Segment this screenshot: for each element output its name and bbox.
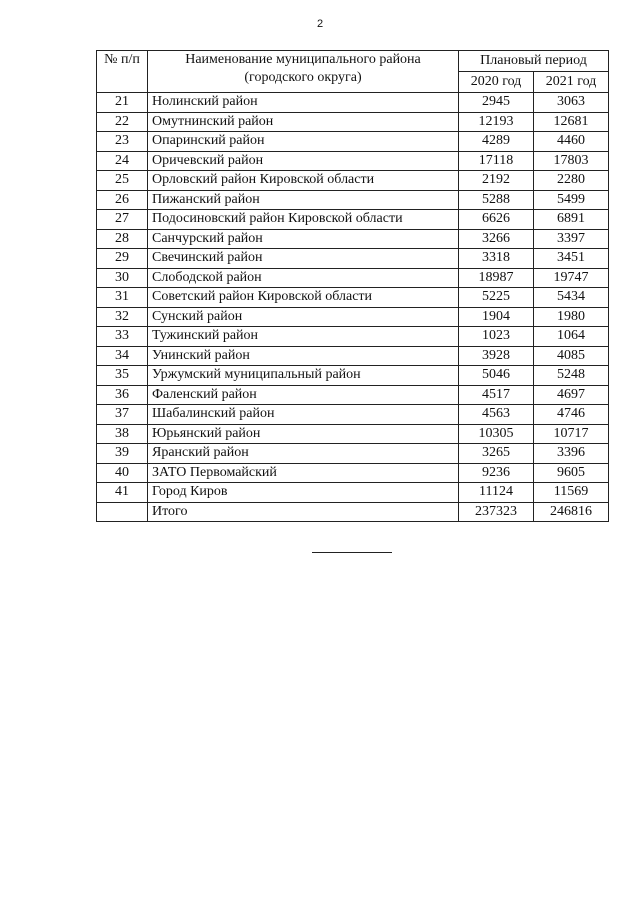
row-number: 40 xyxy=(97,463,148,483)
row-number: 36 xyxy=(97,385,148,405)
district-name: Нолинский район xyxy=(148,93,459,113)
row-number: 29 xyxy=(97,249,148,269)
value-2021: 4085 xyxy=(534,346,609,366)
district-name: Подосиновский район Кировской области xyxy=(148,210,459,230)
value-2021: 3396 xyxy=(534,444,609,464)
header-year-2020: 2020 год xyxy=(459,72,534,93)
table-row xyxy=(97,268,609,288)
separator-line xyxy=(312,552,392,553)
value-2021: 19747 xyxy=(534,268,609,288)
value-2020: 3266 xyxy=(459,229,534,249)
value-2020: 3928 xyxy=(459,346,534,366)
table-row xyxy=(97,366,609,386)
value-2020: 1904 xyxy=(459,307,534,327)
budget-table xyxy=(96,50,609,522)
district-name: Санчурский район xyxy=(148,229,459,249)
table-row xyxy=(97,288,609,308)
table-row xyxy=(97,463,609,483)
value-2021: 3397 xyxy=(534,229,609,249)
value-2021: 3063 xyxy=(534,93,609,113)
table-row xyxy=(97,405,609,425)
table-body xyxy=(97,93,609,522)
header-year-2021: 2021 год xyxy=(534,72,609,93)
value-2021: 12681 xyxy=(534,112,609,132)
table-row xyxy=(97,249,609,269)
header-row-top xyxy=(97,51,609,72)
district-name: Сунский район xyxy=(148,307,459,327)
row-number: 32 xyxy=(97,307,148,327)
value-2021: 17803 xyxy=(534,151,609,171)
value-2021: 2280 xyxy=(534,171,609,191)
table-row xyxy=(97,229,609,249)
value-2020: 1023 xyxy=(459,327,534,347)
total-number xyxy=(97,502,148,522)
district-name: Унинский район xyxy=(148,346,459,366)
value-2020: 4289 xyxy=(459,132,534,152)
value-2021: 4460 xyxy=(534,132,609,152)
value-2020: 17118 xyxy=(459,151,534,171)
table-row xyxy=(97,307,609,327)
district-name: Омутнинский район xyxy=(148,112,459,132)
row-number: 35 xyxy=(97,366,148,386)
table-row xyxy=(97,483,609,503)
district-name: Юрьянский район xyxy=(148,424,459,444)
row-number: 21 xyxy=(97,93,148,113)
total-2021: 246816 xyxy=(534,502,609,522)
value-2020: 9236 xyxy=(459,463,534,483)
table-row xyxy=(97,444,609,464)
row-number: 41 xyxy=(97,483,148,503)
total-2020: 237323 xyxy=(459,502,534,522)
value-2020: 2192 xyxy=(459,171,534,191)
table-row xyxy=(97,93,609,113)
table-row xyxy=(97,112,609,132)
row-number: 23 xyxy=(97,132,148,152)
row-number: 27 xyxy=(97,210,148,230)
header-num: № п/п xyxy=(97,51,148,93)
value-2020: 12193 xyxy=(459,112,534,132)
table-row xyxy=(97,190,609,210)
value-2020: 10305 xyxy=(459,424,534,444)
table-row xyxy=(97,424,609,444)
district-name: Орловский район Кировской области xyxy=(148,171,459,191)
value-2021: 11569 xyxy=(534,483,609,503)
row-number: 22 xyxy=(97,112,148,132)
table-row xyxy=(97,151,609,171)
district-name: Оричевский район xyxy=(148,151,459,171)
table-row xyxy=(97,171,609,191)
value-2021: 10717 xyxy=(534,424,609,444)
district-name: Шабалинский район xyxy=(148,405,459,425)
district-name: Яранский район xyxy=(148,444,459,464)
table-row xyxy=(97,210,609,230)
table-row xyxy=(97,346,609,366)
value-2020: 5288 xyxy=(459,190,534,210)
district-name: Фаленский район xyxy=(148,385,459,405)
row-number: 38 xyxy=(97,424,148,444)
page-number: 2 xyxy=(316,18,324,30)
value-2020: 18987 xyxy=(459,268,534,288)
row-number: 39 xyxy=(97,444,148,464)
value-2021: 4697 xyxy=(534,385,609,405)
district-name: Уржумский муниципальный район xyxy=(148,366,459,386)
row-number: 28 xyxy=(97,229,148,249)
row-number: 31 xyxy=(97,288,148,308)
value-2021: 1980 xyxy=(534,307,609,327)
value-2021: 4746 xyxy=(534,405,609,425)
value-2021: 5499 xyxy=(534,190,609,210)
value-2021: 5248 xyxy=(534,366,609,386)
district-name: Советский район Кировской области xyxy=(148,288,459,308)
row-number: 25 xyxy=(97,171,148,191)
header-name-line1: Наименование муниципального района xyxy=(185,52,421,67)
district-name: Свечинский район xyxy=(148,249,459,269)
value-2020: 4563 xyxy=(459,405,534,425)
value-2020: 3265 xyxy=(459,444,534,464)
header-name-line2: (городского округа) xyxy=(244,70,362,85)
district-name: Слободской район xyxy=(148,268,459,288)
district-name: Пижанский район xyxy=(148,190,459,210)
value-2021: 6891 xyxy=(534,210,609,230)
header-name xyxy=(148,51,459,93)
district-name: Опаринский район xyxy=(148,132,459,152)
district-name: ЗАТО Первомайский xyxy=(148,463,459,483)
value-2020: 4517 xyxy=(459,385,534,405)
total-row xyxy=(97,502,609,522)
value-2020: 11124 xyxy=(459,483,534,503)
table-row xyxy=(97,327,609,347)
row-number: 37 xyxy=(97,405,148,425)
value-2020: 6626 xyxy=(459,210,534,230)
value-2021: 3451 xyxy=(534,249,609,269)
value-2021: 9605 xyxy=(534,463,609,483)
row-number: 30 xyxy=(97,268,148,288)
header-period: Плановый период xyxy=(459,51,609,72)
row-number: 26 xyxy=(97,190,148,210)
table-header xyxy=(97,51,609,93)
value-2020: 2945 xyxy=(459,93,534,113)
district-name: Тужинский район xyxy=(148,327,459,347)
district-name: Город Киров xyxy=(148,483,459,503)
value-2020: 3318 xyxy=(459,249,534,269)
row-number: 24 xyxy=(97,151,148,171)
table-row xyxy=(97,385,609,405)
table-row xyxy=(97,132,609,152)
value-2021: 5434 xyxy=(534,288,609,308)
total-label: Итого xyxy=(148,502,459,522)
value-2021: 1064 xyxy=(534,327,609,347)
value-2020: 5225 xyxy=(459,288,534,308)
row-number: 34 xyxy=(97,346,148,366)
value-2020: 5046 xyxy=(459,366,534,386)
row-number: 33 xyxy=(97,327,148,347)
